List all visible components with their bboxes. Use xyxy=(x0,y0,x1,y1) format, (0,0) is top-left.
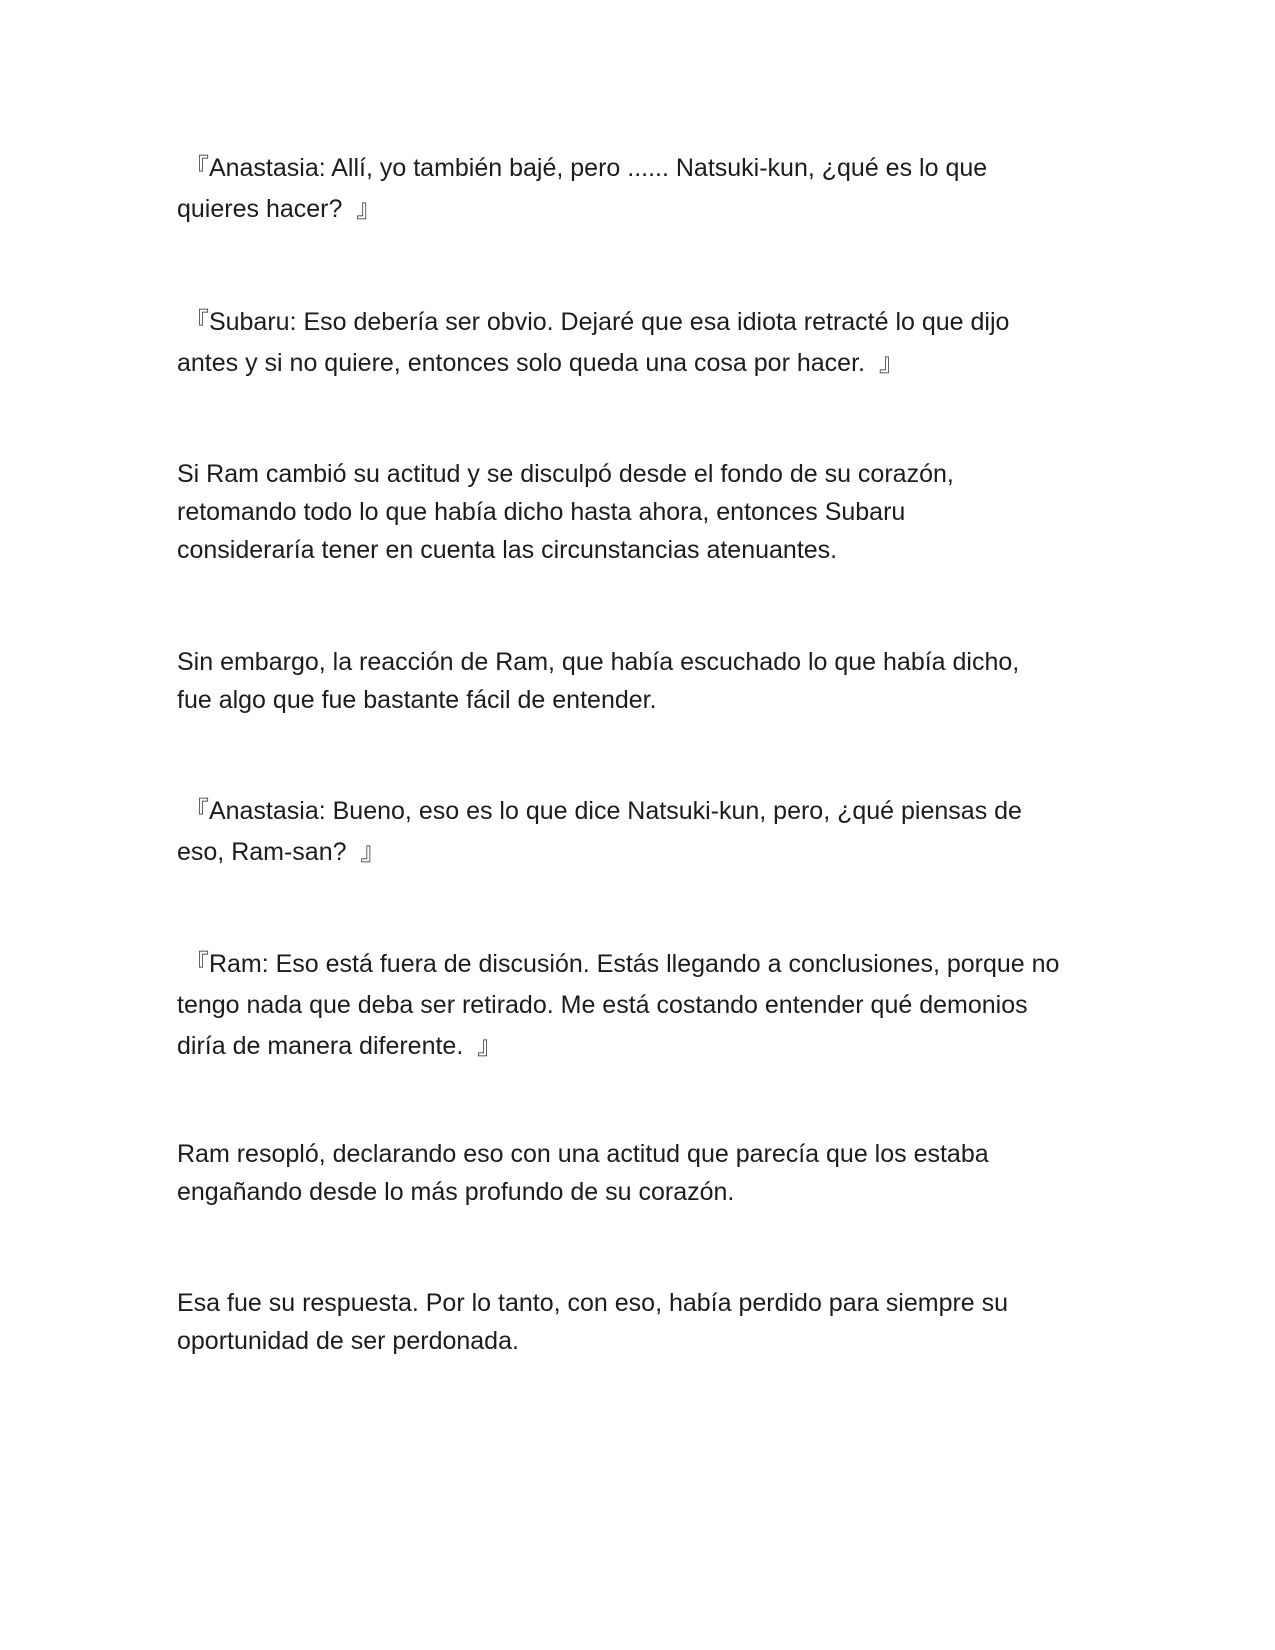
text-line: Esa fue su respuesta. Por lo tanto, con eso, había perdido para siempre su xyxy=(177,1289,1009,1317)
text-line: 『Subaru: Eso debería ser obvio. Dejaré que esa idiota retracté lo que dijo xyxy=(177,308,1010,336)
text-line: Si Ram cambió su actitud y se disculpó desde el fondo de su corazón, xyxy=(177,460,954,488)
text-line: fue algo que fue bastante fácil de entender. xyxy=(177,686,657,714)
dialogue-paragraph xyxy=(177,148,1097,230)
text-line: 『Anastasia: Allí, yo también bajé, pero ...... Natsuki-kun, ¿qué es lo que xyxy=(177,154,988,182)
text-line: diría de manera diferente. 』 xyxy=(177,1032,503,1060)
dialogue-paragraph xyxy=(177,302,1097,384)
narration-paragraph xyxy=(177,1135,1097,1211)
text-line: quieres hacer? 』 xyxy=(177,195,382,223)
text-line: Sin embargo, la reacción de Ram, que había escuchado lo que había dicho, xyxy=(177,648,1020,676)
dialogue-paragraph xyxy=(177,944,1097,1067)
text-line: oportunidad de ser perdonada. xyxy=(177,1327,519,1355)
text-line: Ram resopló, declarando eso con una actitud que parecía que los estaba xyxy=(177,1140,989,1168)
text-line: eso, Ram-san? 』 xyxy=(177,838,386,866)
text-line: retomando todo lo que había dicho hasta ahora, entonces Subaru xyxy=(177,498,906,526)
narration-paragraph xyxy=(177,1284,1097,1360)
narration-paragraph xyxy=(177,455,1097,569)
text-line: consideraría tener en cuenta las circunstancias atenuantes. xyxy=(177,536,838,564)
text-line: 『Ram: Eso está fuera de discusión. Estás llegando a conclusiones, porque no xyxy=(177,950,1060,978)
text-line: antes y si no quiere, entonces solo queda una cosa por hacer. 』 xyxy=(177,349,904,377)
text-line: engañando desde lo más profundo de su corazón. xyxy=(177,1178,735,1206)
text-line: tengo nada que deba ser retirado. Me está costando entender qué demonios xyxy=(177,991,1028,1019)
dialogue-paragraph xyxy=(177,791,1097,873)
text-line: 『Anastasia: Bueno, eso es lo que dice Natsuki-kun, pero, ¿qué piensas de xyxy=(177,797,1022,825)
narration-paragraph xyxy=(177,643,1097,719)
